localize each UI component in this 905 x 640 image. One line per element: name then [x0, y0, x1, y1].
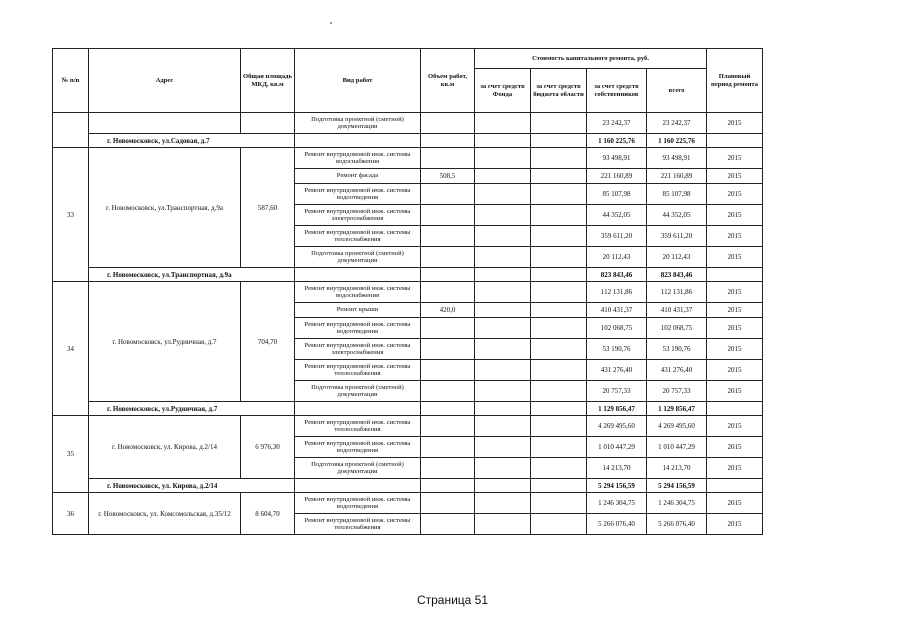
scan-speck — [330, 22, 332, 24]
total-cost-cell: 23 242,37 — [647, 113, 707, 134]
subtotal-address: г. Новомосковск, ул.Рудничная, д.7 — [89, 402, 295, 416]
total-cost-cell: 431 276,40 — [647, 360, 707, 381]
owners-cost-cell: 112 131,86 — [587, 282, 647, 303]
volume-cell — [421, 479, 475, 493]
work-type-cell: Подготовка проектной (сметной) документации — [295, 247, 421, 268]
table-row — [53, 113, 763, 134]
region-cell — [531, 402, 587, 416]
header-owners: за счет средств собственников — [587, 69, 647, 113]
owners-cost-cell: 14 213,70 — [587, 458, 647, 479]
table-row — [53, 493, 763, 514]
year-cell: 2015 — [707, 458, 763, 479]
work-type-cell — [295, 134, 421, 148]
total-cost-cell: 1 246 304,75 — [647, 493, 707, 514]
subtotal-owners: 1 160 225,76 — [587, 134, 647, 148]
work-type-cell: Ремонт внутридомовой инж. системы водоотведения — [295, 184, 421, 205]
header-cost-group: Стоимость капитального ремонта, руб. — [475, 49, 707, 69]
year-cell: 2015 — [707, 514, 763, 535]
work-type-cell: Подготовка проектной (сметной) документации — [295, 113, 421, 134]
region-cell — [531, 247, 587, 268]
fund-cell — [475, 360, 531, 381]
row-num-cell: 36 — [53, 493, 89, 535]
total-cost-cell: 1 010 447,29 — [647, 437, 707, 458]
volume-cell — [421, 360, 475, 381]
header-region: за счет средств бюджета области — [531, 69, 587, 113]
owners-cost-cell: 23 242,37 — [587, 113, 647, 134]
total-cost-cell: 359 611,20 — [647, 226, 707, 247]
year-cell — [707, 268, 763, 282]
address-cell: г. Новомосковск, ул.Транспортная, д.9а — [89, 148, 241, 268]
address-cell: г. Новомосковск, ул. Кирова, д.2/14 — [89, 416, 241, 479]
year-cell: 2015 — [707, 318, 763, 339]
subtotal-row — [53, 268, 763, 282]
fund-cell — [475, 303, 531, 318]
region-cell — [531, 493, 587, 514]
year-cell: 2015 — [707, 303, 763, 318]
total-cost-cell: 44 352,05 — [647, 205, 707, 226]
volume-cell: 420,0 — [421, 303, 475, 318]
owners-cost-cell: 1 246 304,75 — [587, 493, 647, 514]
total-cost-cell: 4 269 495,60 — [647, 416, 707, 437]
row-num-cell: 35 — [53, 416, 89, 493]
region-cell — [531, 303, 587, 318]
area-cell: 8 604,70 — [241, 493, 295, 535]
work-type-cell — [295, 402, 421, 416]
fund-cell — [475, 205, 531, 226]
header-fund: за счет средств Фонда — [475, 69, 531, 113]
volume-cell — [421, 437, 475, 458]
total-cost-cell: 410 431,37 — [647, 303, 707, 318]
region-cell — [531, 360, 587, 381]
fund-cell — [475, 148, 531, 169]
region-cell — [531, 184, 587, 205]
fund-cell — [475, 458, 531, 479]
subtotal-row — [53, 479, 763, 493]
owners-cost-cell: 102 068,75 — [587, 318, 647, 339]
year-cell: 2015 — [707, 205, 763, 226]
total-cost-cell: 112 131,86 — [647, 282, 707, 303]
table-body — [53, 113, 763, 535]
year-cell: 2015 — [707, 113, 763, 134]
volume-cell — [421, 493, 475, 514]
owners-cost-cell: 20 112,43 — [587, 247, 647, 268]
header-period: Плановый период ремонта — [707, 49, 763, 113]
region-cell — [531, 134, 587, 148]
work-type-cell: Ремонт внутридомовой инж. системы электроснабжения — [295, 339, 421, 360]
owners-cost-cell: 20 757,33 — [587, 381, 647, 402]
region-cell — [531, 226, 587, 247]
volume-cell — [421, 205, 475, 226]
subtotal-owners: 823 843,46 — [587, 268, 647, 282]
region-cell — [531, 318, 587, 339]
volume-cell — [421, 113, 475, 134]
region-cell — [531, 268, 587, 282]
address-cell: г. Новомосковск, ул.Рудничная, д.7 — [89, 282, 241, 402]
table-row — [53, 282, 763, 303]
year-cell: 2015 — [707, 226, 763, 247]
total-cost-cell: 221 160,89 — [647, 169, 707, 184]
area-cell: 704,70 — [241, 282, 295, 402]
owners-cost-cell: 410 431,37 — [587, 303, 647, 318]
year-cell: 2015 — [707, 247, 763, 268]
fund-cell — [475, 169, 531, 184]
total-cost-cell: 14 213,70 — [647, 458, 707, 479]
subtotal-address: г. Новомосковск, ул.Садовая, д.7 — [89, 134, 295, 148]
volume-cell — [421, 148, 475, 169]
total-cost-cell: 5 266 076,40 — [647, 514, 707, 535]
volume-cell — [421, 184, 475, 205]
work-type-cell: Ремонт фасада — [295, 169, 421, 184]
subtotal-total: 1 160 225,76 — [647, 134, 707, 148]
table-row — [53, 416, 763, 437]
fund-cell — [475, 381, 531, 402]
owners-cost-cell: 85 107,98 — [587, 184, 647, 205]
total-cost-cell: 53 190,76 — [647, 339, 707, 360]
year-cell — [707, 134, 763, 148]
year-cell: 2015 — [707, 381, 763, 402]
volume-cell — [421, 247, 475, 268]
work-type-cell: Ремонт внутридомовой инж. системы водоотведения — [295, 318, 421, 339]
fund-cell — [475, 318, 531, 339]
area-cell — [241, 113, 295, 134]
work-type-cell: Ремонт внутридомовой инж. системы электроснабжения — [295, 205, 421, 226]
region-cell — [531, 514, 587, 535]
header-area: Общая площадь МКД, кв.м — [241, 49, 295, 113]
total-cost-cell: 93 498,91 — [647, 148, 707, 169]
fund-cell — [475, 134, 531, 148]
fund-cell — [475, 113, 531, 134]
volume-cell — [421, 282, 475, 303]
work-type-cell — [295, 268, 421, 282]
header-address: Адрес — [89, 49, 241, 113]
total-cost-cell: 102 068,75 — [647, 318, 707, 339]
row-num-cell — [53, 113, 89, 148]
subtotal-total: 823 843,46 — [647, 268, 707, 282]
volume-cell — [421, 339, 475, 360]
owners-cost-cell: 44 352,05 — [587, 205, 647, 226]
volume-cell — [421, 226, 475, 247]
subtotal-row — [53, 402, 763, 416]
year-cell: 2015 — [707, 339, 763, 360]
subtotal-total: 5 294 156,59 — [647, 479, 707, 493]
region-cell — [531, 148, 587, 169]
fund-cell — [475, 268, 531, 282]
address-cell — [89, 113, 241, 134]
volume-cell — [421, 514, 475, 535]
area-cell: 587,60 — [241, 148, 295, 268]
fund-cell — [475, 339, 531, 360]
page-number: Страница 51 — [416, 593, 489, 607]
year-cell: 2015 — [707, 282, 763, 303]
header-total: всего — [647, 69, 707, 113]
fund-cell — [475, 402, 531, 416]
work-type-cell: Ремонт внутридомовой инж. системы водоотведения — [295, 493, 421, 514]
work-type-cell: Подготовка проектной (сметной) документации — [295, 458, 421, 479]
row-num-cell: 34 — [53, 282, 89, 416]
region-cell — [531, 282, 587, 303]
owners-cost-cell: 93 498,91 — [587, 148, 647, 169]
owners-cost-cell: 4 269 495,60 — [587, 416, 647, 437]
subtotal-row — [53, 134, 763, 148]
volume-cell: 508,5 — [421, 169, 475, 184]
year-cell: 2015 — [707, 360, 763, 381]
volume-cell — [421, 318, 475, 339]
fund-cell — [475, 247, 531, 268]
region-cell — [531, 416, 587, 437]
owners-cost-cell: 359 611,20 — [587, 226, 647, 247]
work-type-cell: Ремонт внутридомовой инж. системы теплоснабжения — [295, 514, 421, 535]
work-type-cell: Ремонт внутридомовой инж. системы теплоснабжения — [295, 360, 421, 381]
volume-cell — [421, 381, 475, 402]
fund-cell — [475, 184, 531, 205]
header-work: Вид работ — [295, 49, 421, 113]
region-cell — [531, 113, 587, 134]
year-cell: 2015 — [707, 169, 763, 184]
address-cell: г. Новомосковск, ул. Комсомольская, д.35/12 — [89, 493, 241, 535]
work-type-cell — [295, 479, 421, 493]
work-type-cell: Ремонт крыши — [295, 303, 421, 318]
owners-cost-cell: 1 010 447,29 — [587, 437, 647, 458]
capital-repair-table — [52, 48, 763, 535]
owners-cost-cell: 5 266 076,40 — [587, 514, 647, 535]
year-cell: 2015 — [707, 437, 763, 458]
subtotal-owners: 5 294 156,59 — [587, 479, 647, 493]
work-type-cell: Подготовка проектной (сметной) документации — [295, 381, 421, 402]
work-type-cell: Ремонт внутридомовой инж. системы теплоснабжения — [295, 226, 421, 247]
region-cell — [531, 205, 587, 226]
header-num: № п/п — [53, 49, 89, 113]
region-cell — [531, 339, 587, 360]
fund-cell — [475, 479, 531, 493]
year-cell: 2015 — [707, 148, 763, 169]
region-cell — [531, 458, 587, 479]
region-cell — [531, 437, 587, 458]
table-row — [53, 148, 763, 169]
fund-cell — [475, 416, 531, 437]
fund-cell — [475, 226, 531, 247]
work-type-cell: Ремонт внутридомовой инж. системы водоснабжения — [295, 282, 421, 303]
year-cell: 2015 — [707, 493, 763, 514]
volume-cell — [421, 268, 475, 282]
work-type-cell: Ремонт внутридомовой инж. системы водоотведения — [295, 437, 421, 458]
volume-cell — [421, 416, 475, 437]
owners-cost-cell: 431 276,40 — [587, 360, 647, 381]
year-cell: 2015 — [707, 184, 763, 205]
fund-cell — [475, 282, 531, 303]
subtotal-total: 1 129 856,47 — [647, 402, 707, 416]
region-cell — [531, 479, 587, 493]
row-num-cell: 33 — [53, 148, 89, 282]
owners-cost-cell: 221 160,89 — [587, 169, 647, 184]
year-cell: 2015 — [707, 416, 763, 437]
year-cell — [707, 402, 763, 416]
total-cost-cell: 85 107,98 — [647, 184, 707, 205]
volume-cell — [421, 134, 475, 148]
subtotal-address: г. Новомосковск, ул.Транспортная, д.9а — [89, 268, 295, 282]
volume-cell — [421, 402, 475, 416]
total-cost-cell: 20 757,33 — [647, 381, 707, 402]
work-type-cell: Ремонт внутридомовой инж. системы теплоснабжения — [295, 416, 421, 437]
area-cell: 6 976,30 — [241, 416, 295, 479]
total-cost-cell: 20 112,43 — [647, 247, 707, 268]
volume-cell — [421, 458, 475, 479]
fund-cell — [475, 493, 531, 514]
region-cell — [531, 169, 587, 184]
subtotal-owners: 1 129 856,47 — [587, 402, 647, 416]
year-cell — [707, 479, 763, 493]
fund-cell — [475, 437, 531, 458]
owners-cost-cell: 53 190,76 — [587, 339, 647, 360]
header-volume: Объем работ, кв.м — [421, 49, 475, 113]
region-cell — [531, 381, 587, 402]
work-type-cell: Ремонт внутридомовой инж. системы водоснабжения — [295, 148, 421, 169]
subtotal-address: г. Новомосковск, ул. Кирова, д.2/14 — [89, 479, 295, 493]
fund-cell — [475, 514, 531, 535]
